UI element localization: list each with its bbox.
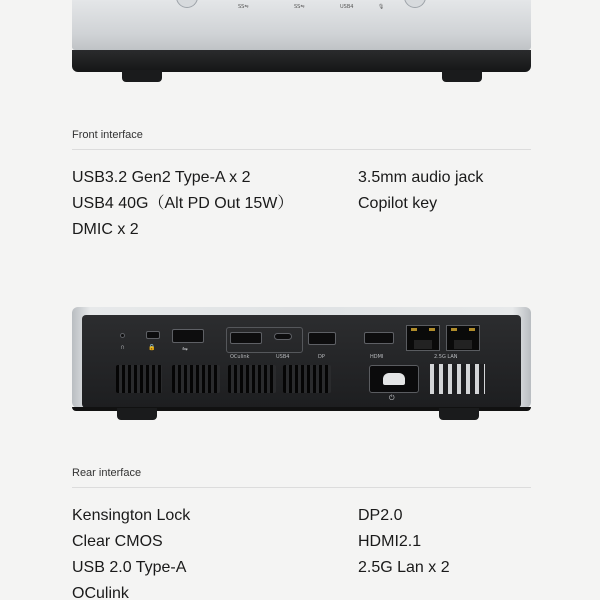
oculink-label: OCulink (230, 354, 250, 360)
rear-io-panel (82, 315, 521, 408)
front-device-image (72, 0, 531, 82)
rear-vent (116, 365, 162, 393)
spec-item: HDMI2.1 (358, 533, 422, 550)
lan-port-2 (446, 325, 480, 351)
rear-interface-title: Rear interface (72, 467, 142, 479)
rear-vent (172, 365, 220, 393)
lock-icon: 🔒 (148, 345, 156, 351)
device-foot (122, 70, 162, 82)
power-socket (369, 365, 419, 393)
power-icon: ⏻ (389, 395, 395, 402)
front-spec-col-1 (72, 165, 293, 243)
rear-spec-col-1 (72, 503, 190, 600)
usb2-type-a-port (172, 329, 204, 343)
clear-cmos-button (146, 331, 160, 339)
usb4-label: USB4 (276, 354, 290, 360)
front-divider (72, 149, 531, 150)
rear-grille (430, 364, 485, 394)
front-device-base (72, 50, 531, 72)
front-interface-title: Front interface (72, 129, 143, 141)
usb4-port (274, 333, 292, 340)
front-usb-a-label: SS⇋ (294, 4, 305, 10)
hdmi-label: HDMI (370, 354, 384, 360)
spec-item: OCulink (72, 585, 129, 600)
usb-icon: ⇋ (182, 346, 188, 353)
device-foot (439, 408, 479, 420)
rear-vent (283, 365, 331, 393)
spec-item: Kensington Lock (72, 507, 191, 524)
spec-item: 3.5mm audio jack (358, 169, 484, 186)
front-copilot-button-icon (404, 0, 426, 8)
rear-spec-col-2 (358, 503, 450, 581)
front-usb4-label: USB4 (340, 4, 354, 10)
spec-item: USB3.2 Gen2 Type-A x 2 (72, 169, 251, 186)
kensington-lock-port (120, 333, 125, 338)
rear-vent (228, 365, 276, 393)
spec-item: DMIC x 2 (72, 221, 139, 238)
mic-icon: 🎙 (378, 4, 385, 10)
front-spec-col-2 (358, 165, 483, 217)
spec-item: DP2.0 (358, 507, 403, 524)
hdmi-port (364, 332, 394, 344)
front-usb-a-label: SS⇋ (238, 4, 249, 10)
spec-item: USB4 40G（Alt PD Out 15W） (72, 195, 294, 212)
device-foot (442, 70, 482, 82)
front-device-body (72, 0, 531, 50)
rear-device-image (72, 307, 531, 421)
lan-port-1 (406, 325, 440, 351)
spec-item: 2.5G Lan x 2 (358, 559, 450, 576)
spec-item: USB 2.0 Type-A (72, 559, 187, 576)
rear-divider (72, 487, 531, 488)
front-power-button-icon (176, 0, 198, 8)
spec-item: Clear CMOS (72, 533, 163, 550)
kensington-icon: ∩ (120, 344, 126, 351)
oculink-port (230, 332, 262, 344)
dp-port (308, 332, 336, 345)
device-foot (117, 408, 157, 420)
lan-label: 2.5G LAN (434, 354, 458, 360)
spec-item: Copilot key (358, 195, 438, 212)
dp-label: DP (318, 354, 325, 360)
